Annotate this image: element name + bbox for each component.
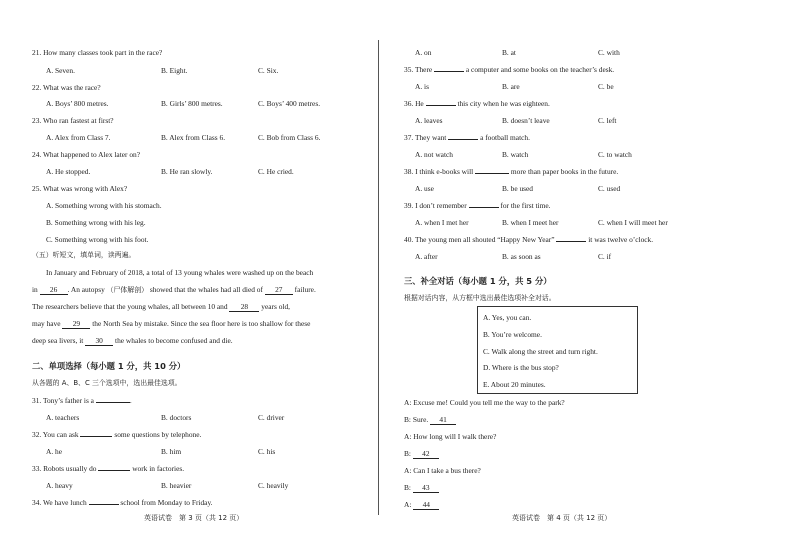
passage-line-1: In January and February of 2018, a total of 13 young whales were washed up on the beach (46, 268, 314, 277)
q23-option-a: A. Alex from Class 7. (46, 133, 111, 142)
dialog-line-3: A: How long will I walk there? (404, 432, 497, 441)
q39-option-a: A. when I met her (415, 218, 469, 227)
q36-option-c: C. left (598, 116, 617, 125)
q34-option-c: C. with (598, 48, 620, 57)
blank-29[interactable]: 29 (62, 320, 90, 329)
q24-option-b: B. He ran slowly. (161, 167, 213, 176)
q34-option-b: B. at (502, 48, 516, 57)
dialog-line-6: B: 43 (404, 483, 439, 493)
section-3-instructions: 根据对话内容，从方框中选出最佳选项补全对话。 (404, 294, 556, 302)
question-32-stem: 32. You can ask some questions by telephone. (32, 430, 202, 439)
question-40-stem: 40. The young men all shouted “Happy New Year” it was twelve o’clock. (404, 235, 654, 244)
q40-option-a: A. after (415, 252, 438, 261)
q40-option-c: C. if (598, 252, 612, 261)
box-option-c: C. Walk along the street and turn right. (483, 347, 598, 356)
section-2-instructions: 从各题的 A、B、C 三个选项中，选出最佳选项。 (32, 379, 182, 387)
passage-line-4: may have 29 the North Sea by mistake. Since the sea floor here is too shallow for these (32, 319, 311, 328)
q32-option-b: B. him (161, 447, 182, 456)
q36-option-a: A. leaves (415, 116, 443, 125)
q37-option-c: C. to watch (598, 150, 632, 159)
q35-option-c: C. be (598, 82, 614, 91)
q38-option-b: B. be used (502, 184, 533, 193)
q31-option-b: B. doctors (161, 413, 192, 422)
dialog-line-7: A: 44 (404, 500, 439, 510)
q35-option-b: B. are (502, 82, 520, 91)
blank-39[interactable] (469, 207, 499, 208)
column-divider (378, 40, 379, 515)
blank-31[interactable] (96, 402, 130, 403)
blank-41[interactable]: 41 (430, 416, 456, 425)
blank-27[interactable]: 27 (265, 286, 293, 295)
q32-option-c: C. his (258, 447, 276, 456)
blank-32[interactable] (80, 436, 112, 437)
question-23-stem: 23. Who ran fastest at first? (32, 116, 114, 125)
page-3-footer: 英语试卷 第 3 页（共 12 页） (144, 514, 244, 522)
q34-option-a: A. on (415, 48, 432, 57)
q25-option-a: A. Something wrong with his stomach. (46, 201, 162, 210)
passage-line-5: deep sea livers, it 30 the whales to become confused and die. (32, 336, 233, 345)
question-33-stem: 33. Robots usually do work in factories. (32, 464, 185, 473)
question-36-stem: 36. He this city when he was eighteen. (404, 99, 550, 108)
q23-option-b: B. Alex from Class 6. (161, 133, 226, 142)
question-22-stem: 22. What was the race? (32, 83, 101, 92)
question-25-stem: 25. What was wrong with Alex? (32, 184, 128, 193)
q33-option-a: A. heavy (46, 481, 73, 490)
question-39-stem: 39. I don’t remember for the first time. (404, 201, 551, 210)
q25-option-b: B. Something wrong with his leg. (46, 218, 146, 227)
q38-option-a: A. use (415, 184, 434, 193)
q33-option-b: B. heavier (161, 481, 192, 490)
blank-34[interactable] (89, 504, 119, 505)
blank-38[interactable] (475, 173, 509, 174)
blank-26[interactable]: 26 (40, 286, 68, 295)
box-option-b: B. You’re welcome. (483, 330, 542, 339)
q21-option-c: C. Six. (258, 66, 279, 75)
dialog-line-4: B: 42 (404, 449, 439, 459)
dialog-line-2: B: Sure. 41 (404, 415, 456, 425)
q36-option-b: B. doesn’t leave (502, 116, 550, 125)
dialog-line-5: A: Can I take a bus there? (404, 466, 481, 475)
q38-option-c: C. used (598, 184, 621, 193)
q37-option-b: B. watch (502, 150, 529, 159)
box-option-e: E. About 20 minutes. (483, 380, 546, 389)
q39-option-c: C. when I will meet her (598, 218, 668, 227)
blank-40[interactable] (556, 241, 586, 242)
box-option-d: D. Where is the bus stop? (483, 363, 559, 372)
q37-option-a: A. not watch (415, 150, 453, 159)
q31-option-a: A. teachers (46, 413, 80, 422)
page-4-footer: 英语试卷 第 4 页（共 12 页） (512, 514, 612, 522)
question-35-stem: 35. There a computer and some books on the teacher’s desk. (404, 65, 615, 74)
question-37-stem: 37. They want a football match. (404, 133, 530, 142)
q35-option-a: A. is (415, 82, 429, 91)
q24-option-a: A. He stopped. (46, 167, 91, 176)
q33-option-c: C. heavily (258, 481, 289, 490)
q40-option-b: B. as soon as (502, 252, 541, 261)
q22-option-a: A. Boys’ 800 metres. (46, 99, 109, 108)
q21-option-a: A. Seven. (46, 66, 75, 75)
blank-42[interactable]: 42 (413, 450, 439, 459)
q22-option-c: C. Boys’ 400 metres. (258, 99, 321, 108)
section-3-title: 三、补全对话（每小题 1 分，共 5 分） (404, 276, 552, 286)
blank-30[interactable]: 30 (85, 337, 113, 346)
section-2-title: 二、单项选择（每小题 1 分，共 10 分） (32, 361, 186, 371)
q21-option-b: B. Eight. (161, 66, 188, 75)
passage-line-2: in 26 . An autopsy （尸体解剖） showed that the whales had all died of 27 failure. (32, 285, 316, 294)
passage-line-3: The researchers believe that the young whales, all between 10 and 28 years old, (32, 302, 291, 311)
question-34-stem: 34. We have lunch school from Monday to Friday. (32, 498, 213, 507)
q39-option-b: B. when I meet her (502, 218, 559, 227)
q31-option-c: C. driver (258, 413, 285, 422)
dialog-line-1: A: Excuse me! Could you tell me the way to the park? (404, 398, 565, 407)
blank-33[interactable] (98, 470, 130, 471)
blank-28[interactable]: 28 (229, 303, 259, 312)
question-31-stem: 31. Tony’s father is a . (32, 396, 132, 405)
blank-44[interactable]: 44 (413, 501, 439, 510)
q23-option-c: C. Bob from Class 6. (258, 133, 321, 142)
box-option-a: A. Yes, you can. (483, 313, 532, 322)
blank-43[interactable]: 43 (413, 484, 439, 493)
blank-36[interactable] (426, 105, 456, 106)
q25-option-c: C. Something wrong with his foot. (46, 235, 149, 244)
question-21-stem: 21. How many classes took part in the race? (32, 48, 163, 57)
q32-option-a: A. he (46, 447, 63, 456)
blank-37[interactable] (448, 139, 478, 140)
q22-option-b: B. Girls’ 800 metres. (161, 99, 223, 108)
section-5-title: （五）听短文，填单词，读两遍。 (32, 251, 136, 259)
blank-35[interactable] (434, 71, 464, 72)
question-38-stem: 38. I think e-books will more than paper books in the future. (404, 167, 619, 176)
q24-option-c: C. He cried. (258, 167, 294, 176)
question-24-stem: 24. What happened to Alex later on? (32, 150, 141, 159)
